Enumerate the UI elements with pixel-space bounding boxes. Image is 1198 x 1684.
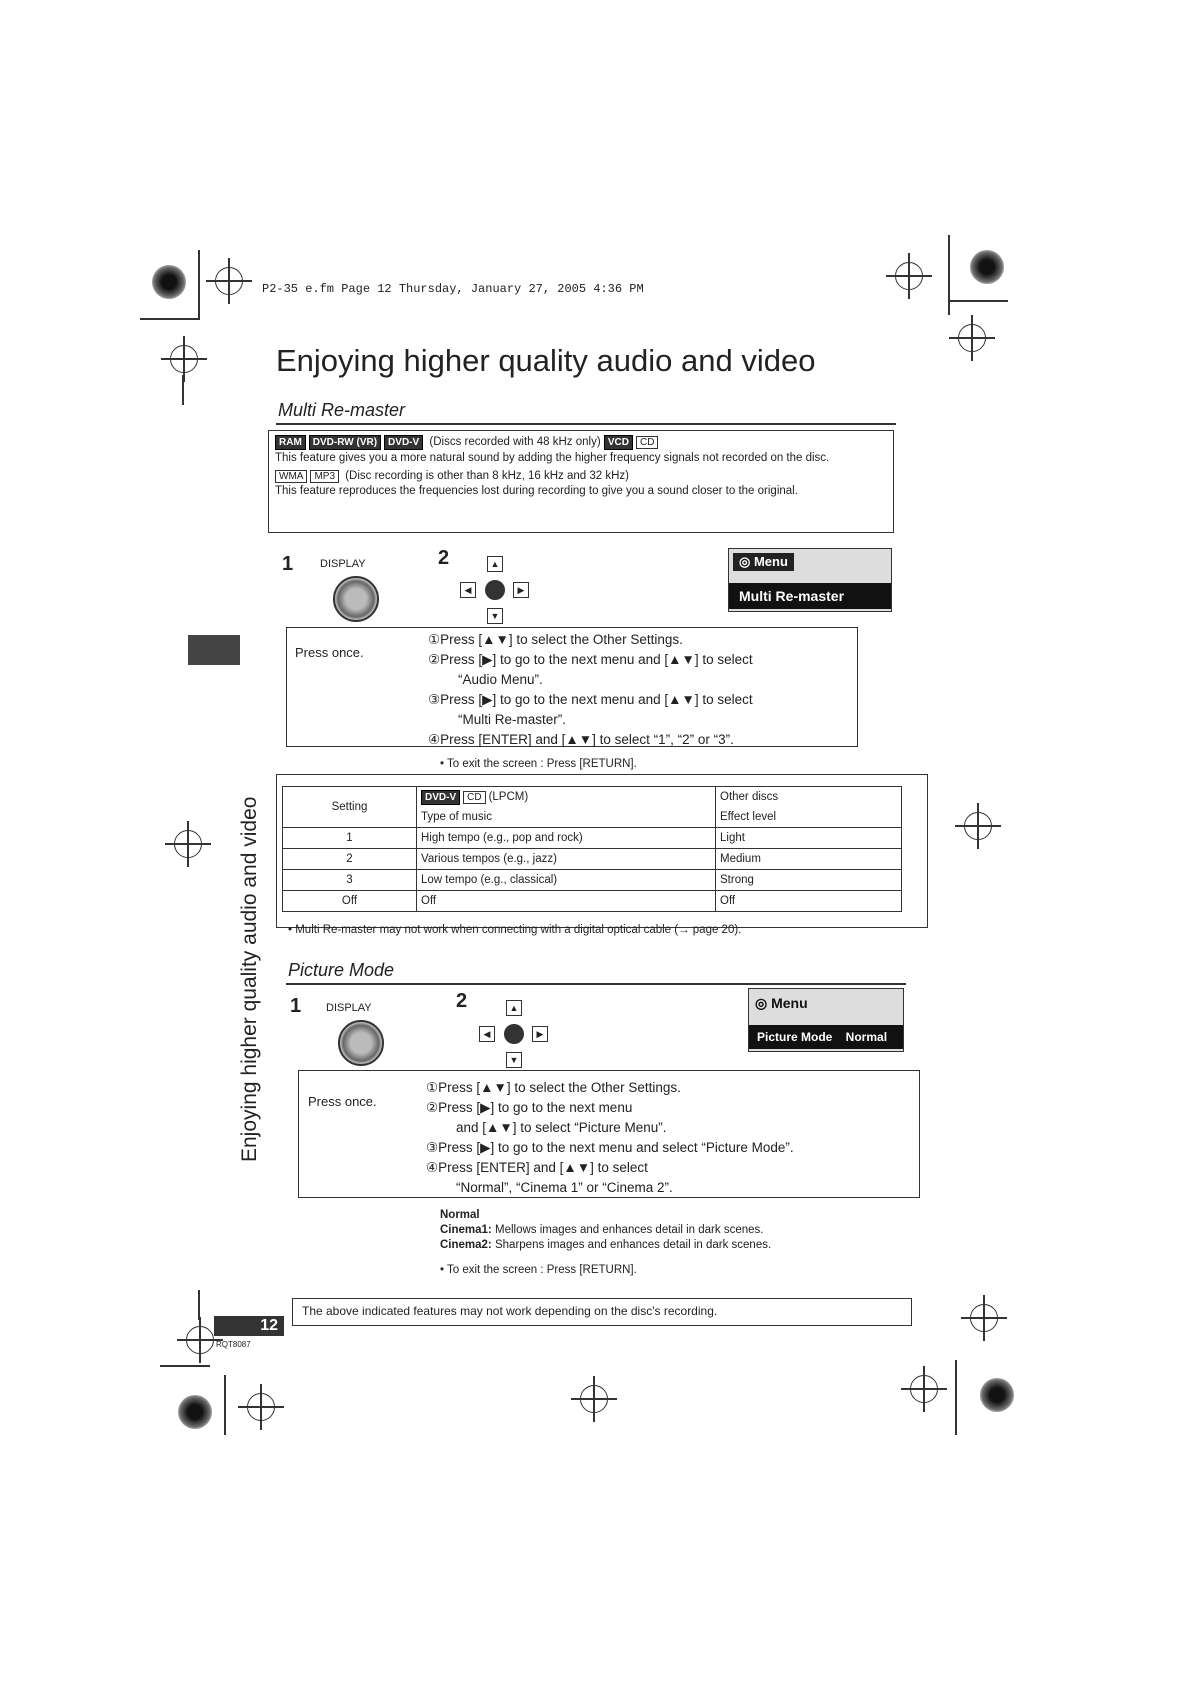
- heading-rule: [276, 423, 896, 425]
- registration-blob-icon: [152, 265, 186, 299]
- crop-mark: [224, 1375, 226, 1435]
- up-key[interactable]: ▲: [487, 556, 503, 572]
- footer-note: The above indicated features may not work depending on the disc's recording.: [302, 1304, 718, 1318]
- col-subheader-effect: Effect level: [716, 807, 902, 828]
- exit-note: • To exit the screen : Press [RETURN].: [440, 758, 637, 770]
- multi-remaster-heading: Multi Re-master: [278, 400, 406, 420]
- down-key[interactable]: ▼: [487, 608, 503, 624]
- step1-number: 1: [282, 553, 294, 575]
- registration-blob-icon: [980, 1378, 1014, 1412]
- cell-setting: 2: [283, 849, 417, 870]
- menu-screen: [728, 548, 892, 612]
- press-once-label: Press once.: [295, 645, 364, 660]
- model-code: RQT8087: [216, 1340, 251, 1349]
- table-row: [283, 828, 902, 849]
- crop-mark: [948, 235, 950, 315]
- menu-icon: ◎: [739, 554, 751, 569]
- menu-label: Menu: [771, 995, 808, 1011]
- badge-mp3: MP3: [310, 470, 339, 483]
- page-title: Enjoying higher quality audio and video: [276, 343, 816, 378]
- left-key[interactable]: ◀: [479, 1026, 495, 1042]
- enter-key[interactable]: [485, 580, 505, 600]
- menu-bar: Picture Mode Normal: [749, 1025, 903, 1049]
- right-key[interactable]: ▶: [513, 582, 529, 598]
- badge-wma: WMA: [275, 470, 307, 483]
- enter-key[interactable]: [504, 1024, 524, 1044]
- line1-note: (Discs recorded with 48 kHz only): [429, 436, 601, 448]
- crop-mark: [140, 318, 200, 320]
- cinema1-label: Cinema1:: [440, 1224, 492, 1236]
- instruction-line: ④Press [ENTER] and [▲▼] to select: [426, 1160, 648, 1175]
- cell-setting: 3: [283, 870, 417, 891]
- crosshair-icon: [895, 262, 923, 290]
- picture-mode-heading: Picture Mode: [288, 960, 395, 980]
- crosshair-icon: [174, 830, 202, 858]
- side-tab-marker: [188, 635, 240, 665]
- badge-dvd-v: DVD-V: [421, 790, 460, 805]
- cell-music: High tempo (e.g., pop and rock): [417, 828, 716, 849]
- line2-note: (Disc recording is other than 8 kHz, 16 kHz and 32 kHz): [345, 470, 630, 482]
- right-key[interactable]: ▶: [532, 1026, 548, 1042]
- table-note: • Multi Re-master may not work when connecting with a digital optical cable (→ page 20).: [288, 924, 742, 936]
- left-key[interactable]: ◀: [460, 582, 476, 598]
- settings-table: [282, 786, 902, 912]
- instruction-line: ④Press [ENTER] and [▲▼] to select “1”, “2” or “3”.: [428, 732, 734, 747]
- cell-effect: Light: [716, 828, 902, 849]
- menu-bar: Multi Re-master: [729, 583, 891, 609]
- cell-music: Off: [417, 891, 716, 912]
- menu-label: Menu: [753, 554, 788, 569]
- crosshair-icon: [910, 1375, 938, 1403]
- instruction-line: “Audio Menu”.: [458, 672, 543, 687]
- line1-desc: This feature gives you a more natural sound by adding the higher frequency signals not recorded on the disc.: [275, 452, 830, 464]
- registration-blob-icon: [970, 250, 1004, 284]
- instruction-line: ②Press [▶] to go to the next menu: [426, 1100, 633, 1115]
- display-label: DISPLAY: [326, 1002, 372, 1014]
- crosshair-icon: [247, 1393, 275, 1421]
- instruction-line: ③Press [▶] to go to the next menu and select “Picture Mode”.: [426, 1140, 794, 1155]
- cell-setting: 1: [283, 828, 417, 849]
- menu-screen: [748, 988, 904, 1052]
- badge-dvd-rw: DVD-RW (VR): [309, 435, 381, 450]
- crosshair-icon: [580, 1385, 608, 1413]
- instruction-line: ①Press [▲▼] to select the Other Settings.: [428, 632, 683, 647]
- press-once-label: Press once.: [308, 1094, 377, 1109]
- crop-mark: [198, 1290, 200, 1320]
- badge-cd: CD: [463, 791, 485, 804]
- table-row: [283, 870, 902, 891]
- col-subheader-music: Type of music: [417, 807, 716, 828]
- col-dvd-suffix: (LPCM): [488, 790, 529, 803]
- crop-mark: [955, 1360, 957, 1435]
- instruction-line: “Multi Re-master”.: [458, 712, 567, 727]
- cell-setting: Off: [283, 891, 417, 912]
- instruction-line: and [▲▼] to select “Picture Menu”.: [456, 1120, 667, 1135]
- cell-music: Various tempos (e.g., jazz): [417, 849, 716, 870]
- crop-mark: [182, 375, 184, 405]
- header-stamp: P2-35 e.fm Page 12 Thursday, January 27, 2005 4:36 PM: [262, 282, 644, 296]
- up-key[interactable]: ▲: [506, 1000, 522, 1016]
- step2-number: 2: [438, 547, 450, 569]
- badge-vcd: VCD: [604, 435, 633, 450]
- heading-rule: [286, 983, 906, 985]
- step1-number: 1: [290, 995, 302, 1017]
- table-row: [283, 891, 902, 912]
- display-label: DISPLAY: [320, 558, 366, 570]
- menu-icon: ◎: [755, 995, 768, 1011]
- exit-note: • To exit the screen : Press [RETURN].: [440, 1264, 637, 1276]
- crosshair-icon: [964, 812, 992, 840]
- menu-header: [755, 995, 808, 1012]
- badge-cd: CD: [636, 436, 658, 449]
- line2-desc: This feature reproduces the frequencies lost during recording to give you a sound closer to the original.: [275, 485, 798, 497]
- cinema1-desc: Mellows images and enhances detail in dark scenes.: [494, 1224, 764, 1236]
- badge-dvd-v: DVD-V: [384, 435, 423, 450]
- crosshair-icon: [970, 1304, 998, 1332]
- menu-header: [733, 553, 794, 571]
- display-button[interactable]: [333, 576, 379, 622]
- step2-number: 2: [456, 990, 468, 1012]
- cinema2-desc: Sharpens images and enhances detail in dark scenes.: [494, 1239, 772, 1251]
- badge-ram: RAM: [275, 435, 306, 450]
- instruction-line: ①Press [▲▼] to select the Other Settings.: [426, 1080, 681, 1095]
- cell-effect: Medium: [716, 849, 902, 870]
- page-number-tab: 12: [214, 1316, 284, 1336]
- crop-mark: [198, 250, 200, 320]
- col-header-setting: Setting: [283, 787, 417, 828]
- col-header-other: Other discs: [716, 787, 902, 808]
- display-button[interactable]: [338, 1020, 384, 1066]
- registration-blob-icon: [178, 1395, 212, 1429]
- cell-music: Low tempo (e.g., classical): [417, 870, 716, 891]
- cell-effect: Strong: [716, 870, 902, 891]
- cinema2-label: Cinema2:: [440, 1239, 492, 1251]
- instruction-line: “Normal”, “Cinema 1” or “Cinema 2”.: [456, 1180, 673, 1195]
- crosshair-icon: [215, 267, 243, 295]
- cell-effect: Off: [716, 891, 902, 912]
- crop-mark: [160, 1365, 210, 1367]
- crosshair-icon: [958, 324, 986, 352]
- table-row: [283, 849, 902, 870]
- side-title: Enjoying higher quality audio and video: [238, 796, 261, 1162]
- crosshair-icon: [186, 1326, 214, 1354]
- instruction-line: ②Press [▶] to go to the next menu and [▲▼] to select: [428, 652, 753, 667]
- crosshair-icon: [170, 345, 198, 373]
- disc-support-box: [268, 430, 894, 533]
- crop-mark: [948, 300, 1008, 302]
- instruction-line: ③Press [▶] to go to the next menu and [▲▼] to select: [428, 692, 753, 707]
- normal-label: Normal: [440, 1209, 480, 1221]
- down-key[interactable]: ▼: [506, 1052, 522, 1068]
